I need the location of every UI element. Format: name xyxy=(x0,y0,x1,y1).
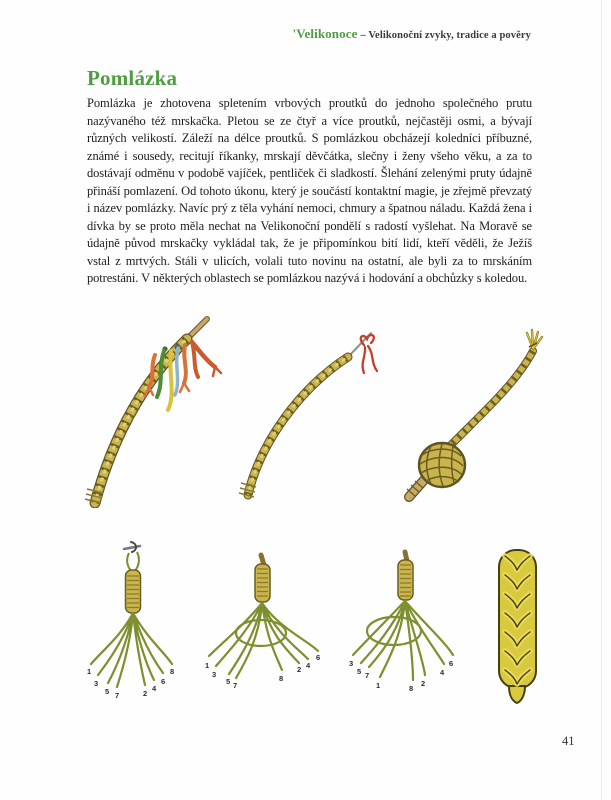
strand-number-label: 2 xyxy=(421,679,426,688)
strand-number-label: 5 xyxy=(357,667,362,676)
strand-number-label: 4 xyxy=(440,668,445,677)
strand-number-label: 3 xyxy=(94,679,99,688)
strand-number-label: 6 xyxy=(316,653,321,662)
strand-number-label: 4 xyxy=(152,684,157,693)
strand-number-label: 7 xyxy=(365,671,370,680)
pomlazka-whips-illustration xyxy=(85,303,560,508)
whip-with-bow xyxy=(239,333,377,497)
page-number: 41 xyxy=(562,734,575,748)
running-header xyxy=(293,26,531,42)
braiding-diagrams-illustration xyxy=(85,540,560,710)
chapter-subtitle: – Velikonoční zvyky, tradice a pověry xyxy=(360,30,531,41)
body-paragraph: Pomlázka je zhotovena spletením vrbových proutků do jednoho společného prutu nazývaného též mrskačka. Pletou se ze čtyř a více proutků, nejčastěji osmi, a bývají různých velikostí. Záleží na délce proutků. S pomlázkou obcházejí koledníci příbuzné, známé i sousedy, recitují říkanky, mrskají děvčátka, slečny i ženy všeho věku, a za to dostávají odměnu v podobě vajíček, pentliček či sladkostí. Šlehání zelenými pruty údajně přináší pomlazení. Od tohoto úkonu, který je součástí kontaktní magie, je zřejmě převzatý i název pomlázky. Navíc prý z těla vyhání nemoci, chmury a špatnou náladu. Každá žena i dívka by se proto měla nechat na Velikonoční pondělí s radostí vyšlehat. Na Moravě se údajně původ mrskačky vykládal tak, že je připomínkou bití lidí, kteří věděli, že Ježíš vstal z mrtvých. Stáli v ulicích, volali tuto novinu na ostatní, ale byli za to mrskáním potrestáni. V některých oblastech se pomlázkou nazývá i hodování a obchůzky s koledou. xyxy=(87,96,532,285)
braiding-step-3 xyxy=(349,552,453,693)
section-name: Velikonoce xyxy=(296,26,358,41)
strand-number-label: 8 xyxy=(409,684,414,693)
leaf-ornament: ' xyxy=(292,27,297,41)
strand-number-label: 2 xyxy=(297,665,302,674)
strand-number-label: 6 xyxy=(161,677,166,686)
braiding-step-1 xyxy=(87,542,174,700)
strand-number-label: 4 xyxy=(306,661,311,670)
strand-number-label: 8 xyxy=(170,667,175,676)
strand-number-label: 5 xyxy=(105,687,110,696)
strand-number-label: 8 xyxy=(279,674,284,683)
page-edge-line xyxy=(601,0,602,800)
whip-with-ribbons xyxy=(85,319,221,503)
strand-number-label: 7 xyxy=(233,681,238,690)
strand-number-label: 2 xyxy=(143,689,148,698)
strand-number-label: 7 xyxy=(115,691,120,700)
braid-pattern-detail xyxy=(499,550,536,703)
strand-number-label: 3 xyxy=(212,670,217,679)
braiding-step-2 xyxy=(205,555,320,690)
strand-number-label: 6 xyxy=(449,659,454,668)
strand-number-label: 1 xyxy=(205,661,210,670)
strand-number-label: 3 xyxy=(349,659,354,668)
strand-number-label: 1 xyxy=(376,681,381,690)
strand-number-label: 1 xyxy=(87,667,92,676)
whip-with-woven-handle xyxy=(407,330,542,497)
strand-number-label: 5 xyxy=(226,677,231,686)
page-title: Pomlázka xyxy=(87,66,178,90)
